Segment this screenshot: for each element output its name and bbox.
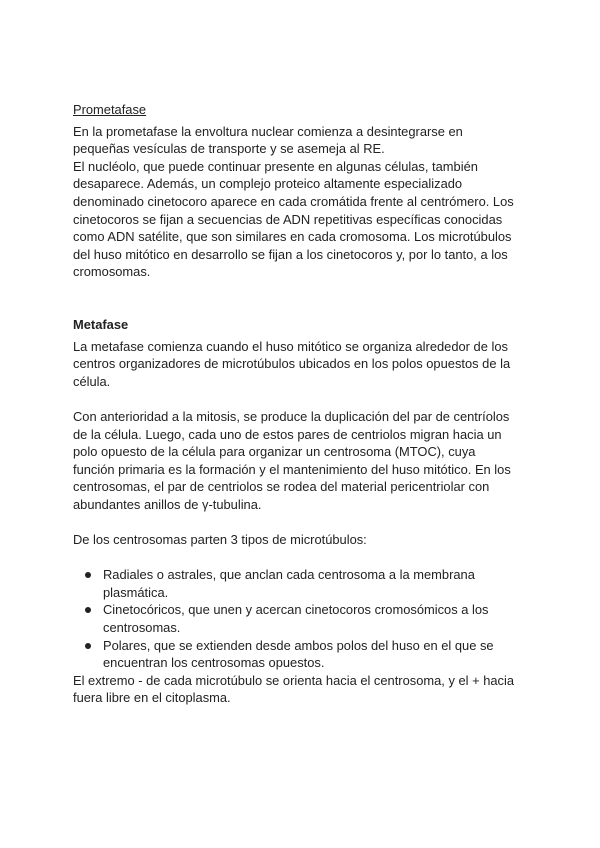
paragraph-prometafase [73, 123, 533, 281]
spacer [73, 513, 533, 531]
text-line: Con anterioridad a la mitosis, se produce la duplicación del par de centríolos [73, 408, 510, 424]
list-item [73, 637, 533, 672]
text-line: cromosomas. [73, 264, 151, 280]
text-line: desaparece. Además, un complejo proteico altamente especializado [73, 176, 463, 192]
list-item [73, 601, 533, 636]
bullet-icon [85, 643, 91, 649]
text-line: El extremo - de cada microtúbulo se orienta hacia el centrosoma, y el + hacia [73, 672, 515, 688]
text-line: polo opuesto de la célula para organizar un centrosoma (MTOC), cuya [73, 444, 476, 460]
paragraph-metafase-1 [73, 338, 533, 391]
text-line: del huso mitótico en desarrollo se fijan a los cinetocoros y, por lo tanto, a los [73, 246, 508, 262]
heading-metafase: Metafase [73, 316, 129, 332]
text-line: función primaria es la formación y el mantenimiento del huso mitótico. En los [73, 461, 511, 477]
spacer [73, 390, 533, 408]
text-line: encuentran los centrosomas opuestos. [103, 655, 325, 671]
text-line: como ADN satélite, que son similares en cada cromosoma. Los microtúbulos [73, 229, 512, 245]
text-line: plasmática. [103, 584, 169, 600]
spacer [73, 549, 533, 567]
bullet-icon [85, 607, 91, 613]
text-line: centros organizadores de microtúbulos ubicados en los polos opuestos de la [73, 356, 511, 372]
text-line: denominado cinetocoro aparece en cada cromátida frente al centrómero. Los [73, 193, 514, 209]
text-line: fuera libre en el citoplasma. [73, 690, 231, 706]
document-page [73, 101, 533, 707]
text-line: El nucléolo, que puede continuar presente en algunas células, también [73, 158, 478, 174]
paragraph-metafase-3: De los centrosomas parten 3 tipos de microtúbulos: [73, 532, 367, 548]
paragraph-closing [73, 672, 533, 707]
text-line: La metafase comienza cuando el huso mitótico se organiza alrededor de los [73, 338, 508, 354]
text-line: de la célula. Luego, cada uno de estos pares de centriolos migran hacia un [73, 426, 502, 442]
text-line: En la prometafase la envoltura nuclear comienza a desintegrarse en [73, 123, 463, 139]
text-line: célula. [73, 373, 111, 389]
text-line: abundantes anillos de γ-tubulina. [73, 496, 262, 512]
text-line: Radiales o astrales, que anclan cada centrosoma a la membrana [103, 567, 475, 583]
text-line: centrosomas. [103, 620, 181, 636]
text-line: pequeñas vesículas de transporte y se asemeja al RE. [73, 141, 385, 157]
text-line: Polares, que se extienden desde ambos polos del huso en el que se [103, 637, 494, 653]
microtubule-types-list [73, 566, 533, 672]
bullet-icon [85, 572, 91, 578]
text-line: centrosomas, el par de centriolos se rodea del material pericentriolar con [73, 479, 490, 495]
text-line: Cinetocóricos, que unen y acercan cinetocoros cromosómicos a los [103, 602, 489, 618]
spacer [73, 281, 533, 316]
text-line: cinetocoros se fijan a secuencias de ADN repetitivas específicas conocidas [73, 211, 503, 227]
heading-prometafase: Prometafase [73, 102, 147, 117]
paragraph-metafase-2 [73, 408, 533, 514]
list-item [73, 566, 533, 601]
